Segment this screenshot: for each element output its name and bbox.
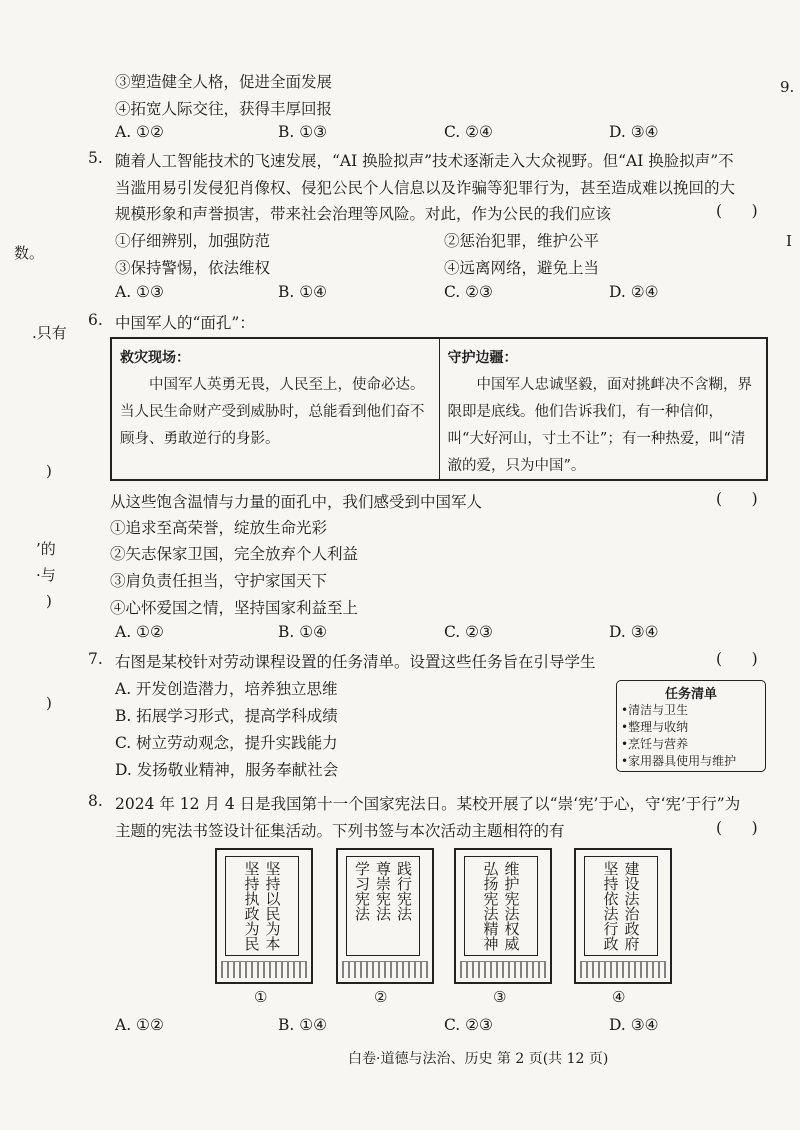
edge-fragment: ) <box>46 592 52 610</box>
task-item: •整理与收纳 <box>621 720 689 734</box>
q5-stem: 随着人工智能技术的飞速发展，“AI 换脸拟声”技术逐渐走入大众视野。但“AI 换脸拟声”不 <box>115 152 734 170</box>
bookmark-label: ③ <box>493 988 507 1006</box>
soldier-faces-table <box>110 337 768 481</box>
q4-item: ③塑造健全人格，促进全面发展 <box>115 73 333 91</box>
option-d[interactable]: D. ③④ <box>609 1016 659 1034</box>
bookmark-text: 尊崇宪法 <box>374 861 392 921</box>
q5-stem: 当滥用易引发侵犯肖像权、侵犯公民个人信息以及诈骗等犯罪行为，甚至造成难以挽回的大 <box>115 179 736 197</box>
edge-fragment: ’的 <box>36 540 56 558</box>
option-c[interactable]: C. ②③ <box>444 1016 493 1034</box>
bookmark-label: ① <box>254 988 268 1006</box>
option-c[interactable]: C. ②③ <box>444 283 493 301</box>
option-d[interactable]: D. ③④ <box>609 123 659 141</box>
option-b[interactable]: B. 拓展学习形式，提高学科成绩 <box>115 707 338 725</box>
option-c[interactable]: C. ②③ <box>444 623 493 641</box>
question-number: 7. <box>88 650 103 668</box>
q6-item: ③肩负责任担当，守护家国天下 <box>110 572 328 590</box>
border-title: 守护边疆： <box>447 350 518 366</box>
answer-blank[interactable]: ( ) <box>716 490 758 508</box>
q5-item: ③保持警惕，依法维权 <box>115 259 271 277</box>
q5-item: ②惩治犯罪，维护公平 <box>444 232 600 250</box>
q6-question: 从这些饱含温情与力量的面孔中，我们感受到中国军人 <box>110 493 483 511</box>
q8-stem: 2024 年 12 月 4 日是我国第十一个国家宪法日。某校开展了以“崇‘宪’于心，守‘宪’于行”为 <box>115 795 741 813</box>
option-c[interactable]: C. 树立劳动观念，提升实践能力 <box>115 734 338 752</box>
q5-stem: 规模形象和声誉损害，带来社会治理等风险。对此，作为公民的我们应该 <box>115 205 612 223</box>
edge-fragment: ) <box>46 694 52 712</box>
q6-item: ④心怀爱国之情，坚持国家利益至上 <box>110 599 359 617</box>
q5-item: ④远离网络，避免上当 <box>444 259 600 277</box>
bookmark-text: 弘扬宪法精神 <box>481 861 500 951</box>
q5-item: ①仔细辨别，加强防范 <box>115 232 271 250</box>
edge-fragment: .只有 <box>32 324 67 342</box>
option-d[interactable]: D. ③④ <box>609 623 659 641</box>
bookmark-text: 坚持以民为本 <box>263 861 282 951</box>
answer-blank[interactable]: ( ) <box>716 650 758 668</box>
page-footer: 白卷·道德与法治、历史 第 2 页(共 12 页) <box>348 1051 609 1067</box>
ornament <box>580 961 666 978</box>
border-text: 中国军人忠诚坚毅，面对挑衅决不含糊，界限即是底线。他们告诉我们，有一种信仰，叫“大好河山，寸土不让”；有一种热爱，叫“清澈的爱，只为中国”。 <box>447 377 752 474</box>
option-a[interactable]: A. ①③ <box>115 283 164 301</box>
ornament <box>221 961 307 978</box>
option-d[interactable]: D. ②④ <box>609 283 659 301</box>
border-cell <box>440 339 767 479</box>
option-b[interactable]: B. ①④ <box>278 283 328 301</box>
bookmark <box>574 848 672 984</box>
task-item: •家用器具使用与维护 <box>621 754 737 768</box>
question-number: 6. <box>88 311 103 329</box>
task-list-card <box>616 680 766 772</box>
edge-fragment: ) <box>46 462 52 480</box>
q6-item: ①追求至高荣誉，绽放生命光彩 <box>110 519 328 537</box>
task-item: •烹饪与营养 <box>621 737 689 751</box>
question-number: 8. <box>88 792 103 810</box>
option-b[interactable]: B. ①④ <box>278 623 328 641</box>
bookmark-label: ② <box>374 988 388 1006</box>
bookmark-text: 维护宪法权威 <box>502 861 521 951</box>
option-b[interactable]: B. ①④ <box>278 1016 328 1034</box>
option-c[interactable]: C. ②④ <box>444 123 493 141</box>
edge-fragment: 9. <box>780 78 795 96</box>
q8-stem: 主题的宪法书签设计征集活动。下列书签与本次活动主题相符的有 <box>115 822 565 840</box>
edge-fragment: 数。 <box>14 244 45 262</box>
question-number: 5. <box>88 149 103 167</box>
edge-fragment: I <box>786 232 792 250</box>
task-list-title: 任务清单 <box>664 687 717 702</box>
option-a[interactable]: A. ①② <box>115 123 164 141</box>
q4-item: ④拓宽人际交往，获得丰厚回报 <box>115 100 333 118</box>
bookmark <box>215 848 313 984</box>
q6-item: ②矢志保家卫国，完全放弃个人利益 <box>110 545 359 563</box>
answer-blank[interactable]: ( ) <box>716 202 758 220</box>
bookmark-text: 学习宪法 <box>353 861 371 921</box>
ornament <box>342 961 428 978</box>
bookmark-text: 建设法治政府 <box>622 861 641 951</box>
bookmark-text: 践行宪法 <box>395 861 413 921</box>
answer-blank[interactable]: ( ) <box>716 819 758 837</box>
rescue-title: 救灾现场： <box>120 350 190 366</box>
bookmark <box>336 848 434 984</box>
edge-fragment: ·与 <box>36 566 56 584</box>
task-item: •清洁与卫生 <box>621 703 689 717</box>
q7-stem: 右图是某校针对劳动课程设置的任务清单。设置这些任务旨在引导学生 <box>115 653 596 671</box>
ornament <box>460 961 546 978</box>
rescue-cell <box>112 339 440 479</box>
option-a[interactable]: A. ①② <box>115 623 164 641</box>
bookmark-text: 坚持执政为民 <box>242 861 261 951</box>
bookmark <box>454 848 552 984</box>
option-a[interactable]: A. ①② <box>115 1016 164 1034</box>
bookmark-text: 坚持依法行政 <box>601 861 620 951</box>
option-a[interactable]: A. 开发创造潜力，培养独立思维 <box>115 680 338 698</box>
option-d[interactable]: D. 发扬敬业精神，服务奉献社会 <box>115 761 339 779</box>
bookmark-label: ④ <box>612 988 626 1006</box>
option-b[interactable]: B. ①③ <box>278 123 328 141</box>
q6-stem: 中国军人的“面孔”： <box>115 314 255 332</box>
rescue-text: 中国军人英勇无畏，人民至上，使命必达。当人民生命财产受到威胁时，总能看到他们奋不顾身、勇敢逆行的身影。 <box>120 377 425 447</box>
